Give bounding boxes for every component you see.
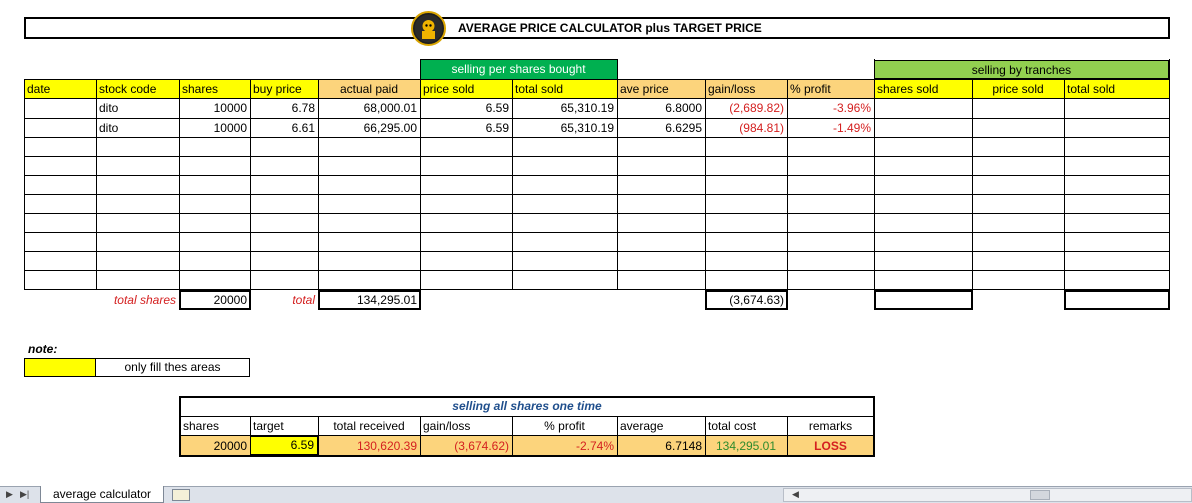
note-label: note: (28, 342, 58, 356)
cell-total-sold[interactable]: 65,310.19 (560, 121, 614, 135)
total-sold-tranche-box[interactable] (1064, 290, 1170, 310)
total-shares-label: total shares (113, 293, 176, 307)
group-header-selling-per-shares: selling per shares bought (420, 60, 617, 79)
header-ave-price: ave price (617, 80, 705, 98)
header-pct-profit: % profit (787, 80, 874, 98)
summary-header-gain-loss: gain/loss (423, 419, 471, 433)
cell-gain-loss[interactable]: (2,689.82) (729, 101, 784, 115)
header-buy-price: buy price (250, 80, 318, 98)
insert-sheet-icon[interactable] (172, 489, 190, 501)
header-gain-loss: gain/loss (705, 80, 787, 98)
total-shares-value: 20000 (213, 293, 247, 307)
header-price-sold-tranche: price sold (972, 80, 1064, 98)
summary-title: selling all shares one time (452, 399, 602, 413)
summary-header-target: target (253, 419, 284, 433)
cell-actual-paid[interactable]: 68,000.01 (363, 101, 417, 115)
logo-icon (411, 11, 446, 46)
scroll-left-icon[interactable]: ◀ (792, 489, 799, 499)
cell-pct-profit[interactable]: -1.49% (832, 121, 871, 135)
total-paid-value: 134,295.01 (356, 293, 417, 307)
summary-value-remarks: LOSS (814, 439, 847, 453)
summary-value-gain-loss: (3,674.62) (454, 439, 509, 453)
cell-price-sold[interactable]: 6.59 (485, 101, 509, 115)
summary-value-pct-profit: -2.74% (575, 439, 614, 453)
cell-stock-code[interactable]: dito (99, 101, 119, 115)
summary-header-remarks: remarks (808, 419, 853, 433)
cell-shares[interactable]: 10000 (213, 101, 247, 115)
cell-price-sold[interactable]: 6.59 (485, 121, 509, 135)
header-total-sold-tranche: total sold (1064, 80, 1169, 98)
header-stock-code: stock code (96, 80, 179, 98)
total-gain-loss-value: (3,674.63) (729, 293, 784, 307)
summary-header-average: average (620, 419, 664, 433)
page-title: AVERAGE PRICE CALCULATOR plus TARGET PRICE (458, 21, 762, 35)
note-yellow-swatch (24, 358, 96, 377)
summary-value-total-cost: 134,295.01 (715, 439, 777, 453)
cell-ave-price[interactable]: 6.8000 (665, 101, 702, 115)
cell-shares[interactable]: 10000 (213, 121, 247, 135)
cell-buy-price[interactable]: 6.78 (291, 101, 315, 115)
cell-buy-price[interactable]: 6.61 (291, 121, 315, 135)
header-date: date (24, 80, 96, 98)
total-shares-sold-box[interactable] (874, 290, 973, 310)
note-text: only fill thes areas (95, 358, 250, 377)
tab-nav-next-icon[interactable]: ▶ (6, 489, 13, 499)
summary-value-total-received: 130,620.39 (356, 439, 417, 453)
cell-total-sold[interactable]: 65,310.19 (560, 101, 614, 115)
summary-header-total-cost: total cost (708, 419, 757, 433)
cell-date[interactable] (24, 119, 96, 137)
header-price-sold: price sold (420, 80, 512, 98)
tab-nav-last-icon[interactable]: ▶| (20, 489, 30, 499)
summary-target-input[interactable]: 6.59 (250, 436, 318, 455)
cell-actual-paid[interactable]: 66,295.00 (363, 121, 417, 135)
summary-header-total-received: total received (333, 419, 405, 433)
cell-stock-code[interactable]: dito (99, 121, 119, 135)
cell-date[interactable] (24, 99, 96, 118)
cell-pct-profit[interactable]: -3.96% (832, 101, 871, 115)
summary-header-shares: shares (183, 419, 220, 433)
scroll-thumb[interactable] (1030, 490, 1050, 500)
cell-gain-loss[interactable]: (984.81) (739, 121, 784, 135)
header-total-sold: total sold (512, 80, 617, 98)
header-shares-sold: shares sold (874, 80, 972, 98)
header-shares: shares (179, 80, 250, 98)
header-actual-paid: actual paid (318, 80, 420, 98)
cell-ave-price[interactable]: 6.6295 (665, 121, 702, 135)
summary-header-pct-profit: % profit (544, 419, 585, 433)
horizontal-scrollbar[interactable] (783, 488, 1192, 502)
total-label: total (292, 293, 315, 307)
group-header-selling-by-tranches: selling by tranches (874, 60, 1169, 79)
sheet-tab-average-calculator[interactable]: average calculator (40, 486, 164, 503)
summary-value-average: 6.7148 (665, 439, 702, 453)
summary-value-shares: 20000 (213, 439, 247, 453)
